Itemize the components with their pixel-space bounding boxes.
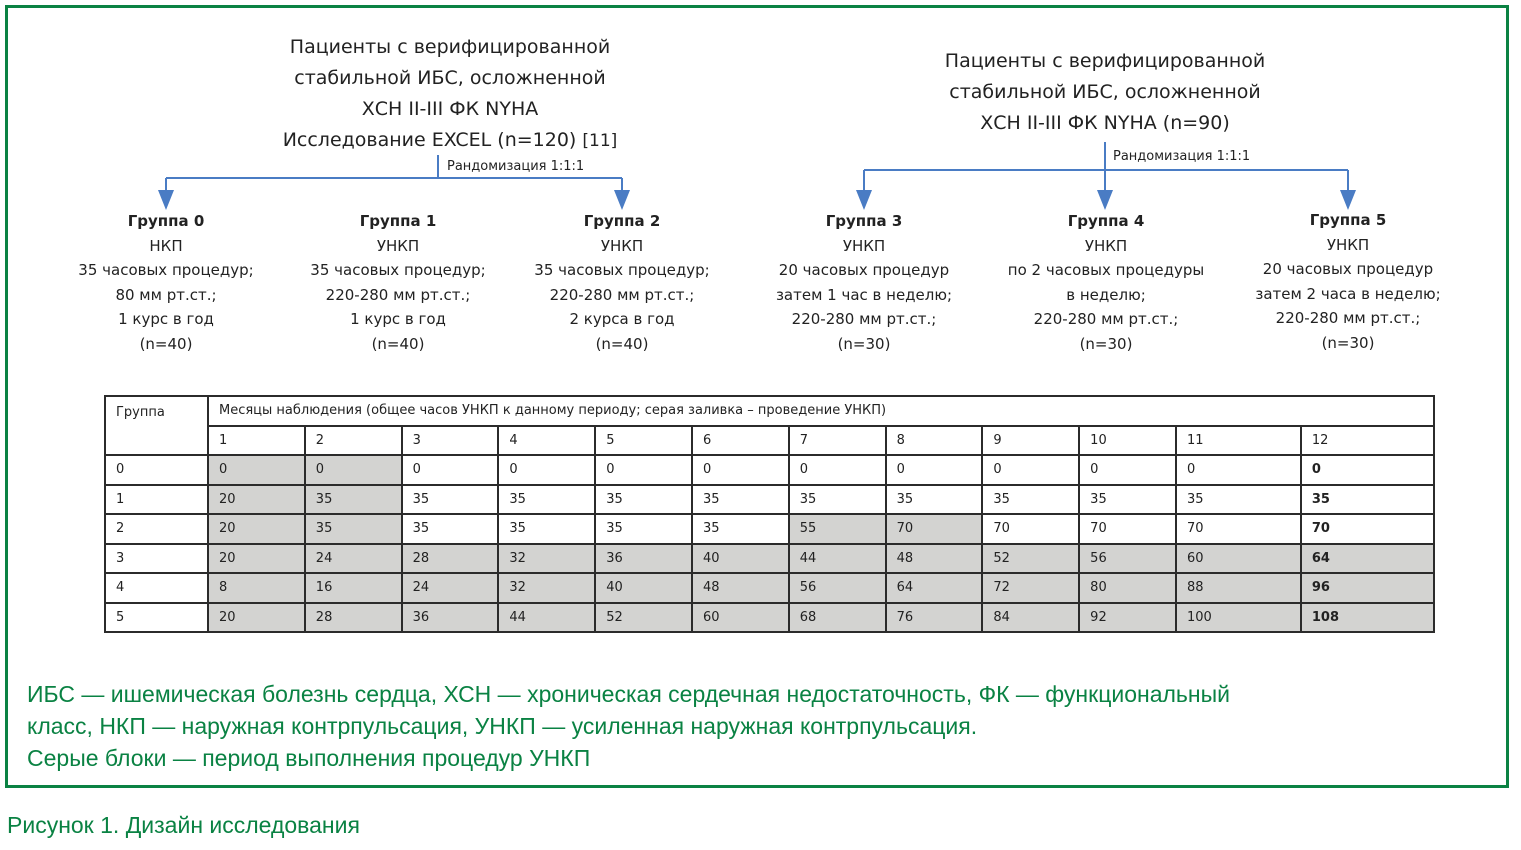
row-group-cell: 1	[105, 485, 208, 515]
table-cell: 36	[402, 603, 499, 633]
legend	[27, 678, 1487, 774]
group-line: 35 часовых процедур;	[310, 261, 486, 279]
group-line: 35 часовых процедур;	[534, 261, 710, 279]
row-group-cell: 0	[105, 455, 208, 485]
table-cell: 35	[402, 485, 499, 515]
legend-line: Серые блоки — период выполнения процедур УНКП	[27, 745, 591, 771]
study-left-line: Пациенты с верифицированной	[289, 36, 611, 58]
table-row	[105, 455, 1434, 485]
group-name: Группа 1	[359, 212, 437, 230]
table-cell: 35	[305, 485, 402, 515]
table-cell: 35	[595, 485, 692, 515]
month-header-cell: 9	[982, 426, 1079, 456]
group-line: 80 мм рт.ст.;	[115, 285, 217, 304]
table-row	[105, 573, 1434, 603]
table-cell: 32	[498, 544, 595, 574]
table-cell: 55	[789, 514, 886, 544]
table-cell: 96	[1301, 573, 1434, 603]
study-right-line: ХСН II-III ФК NYHA (n=90)	[980, 112, 1230, 134]
group-line: УНКП	[376, 236, 420, 255]
table-cell: 35	[886, 485, 983, 515]
month-header-cell: 5	[595, 426, 692, 456]
table-cell: 70	[1301, 514, 1434, 544]
month-header-cell: 7	[789, 426, 886, 456]
table-cell: 44	[789, 544, 886, 574]
table-cell: 70	[1176, 514, 1301, 544]
randomization-label-left: Рандомизация 1:1:1	[447, 159, 585, 174]
month-header-cell: 11	[1176, 426, 1301, 456]
table-cell: 35	[305, 514, 402, 544]
group-line: 2 курса в год	[569, 310, 675, 328]
group-line: 1 курс в год	[118, 310, 214, 328]
table-row	[105, 603, 1434, 633]
table-cell: 56	[789, 573, 886, 603]
study-left-line: стабильной ИБС, осложненной	[294, 67, 606, 89]
table-cell: 70	[982, 514, 1079, 544]
group-line: (n=30)	[1321, 333, 1375, 352]
table-cell: 40	[595, 573, 692, 603]
group-line: 220-280 мм рт.ст.;	[1033, 310, 1179, 328]
table-row	[105, 485, 1434, 515]
table-cell: 36	[595, 544, 692, 574]
table-row	[105, 514, 1434, 544]
table-cell: 0	[886, 455, 983, 485]
table-cell: 35	[498, 514, 595, 544]
reference: [11]	[582, 131, 618, 151]
table-cell: 0	[1176, 455, 1301, 485]
group-4-box	[991, 209, 1221, 356]
row-group-cell: 2	[105, 514, 208, 544]
group-line: 220-280 мм рт.ст.;	[549, 285, 695, 304]
table-cell: 76	[886, 603, 983, 633]
table-cell: 88	[1176, 573, 1301, 603]
table-cell: 64	[1301, 544, 1434, 574]
table-cell: 56	[1079, 544, 1176, 574]
table-cell: 35	[498, 485, 595, 515]
group-2-box	[507, 209, 737, 356]
study-left-line: Исследование EXCEL (n=120)	[282, 129, 577, 151]
table-cell: 20	[208, 485, 305, 515]
group-line: УНКП	[600, 236, 644, 255]
group-line: УНКП	[1326, 235, 1370, 254]
row-group-cell: 3	[105, 544, 208, 574]
table-cell: 16	[305, 573, 402, 603]
table-header-row	[105, 396, 1434, 426]
table-cell: 24	[305, 544, 402, 574]
group-name: Группа 2	[583, 212, 661, 230]
table-cell: 70	[886, 514, 983, 544]
table-cell: 35	[692, 514, 789, 544]
group-line: УНКП	[842, 236, 886, 255]
table-cell: 0	[1079, 455, 1176, 485]
table-cell: 108	[1301, 603, 1434, 633]
table-cell: 35	[982, 485, 1079, 515]
group-line: УНКП	[1084, 236, 1128, 255]
month-header-cell: 3	[402, 426, 499, 456]
legend-line: класс, НКП — наружная контрпульсация, УНКП — усиленная наружная контрпульсация.	[27, 713, 978, 739]
group-line: затем 2 часа в неделю;	[1255, 284, 1441, 303]
group-line: 35 часовых процедур;	[78, 261, 254, 279]
group-line: (n=30)	[837, 334, 891, 353]
header-group: Группа	[105, 396, 208, 455]
group-name: Группа 5	[1309, 211, 1387, 229]
group-name: Группа 3	[825, 212, 903, 230]
table-cell: 0	[982, 455, 1079, 485]
group-name: Группа 4	[1067, 212, 1145, 230]
table-cell: 8	[208, 573, 305, 603]
group-1-box	[283, 209, 513, 356]
group-line: затем 1 час в неделю;	[775, 285, 953, 304]
table-cell: 35	[595, 514, 692, 544]
table-cell: 20	[208, 514, 305, 544]
table-cell: 24	[402, 573, 499, 603]
table-cell: 20	[208, 603, 305, 633]
schedule-table	[104, 395, 1435, 633]
table-cell: 40	[692, 544, 789, 574]
table-cell: 92	[1079, 603, 1176, 633]
table-cell: 35	[1176, 485, 1301, 515]
group-line: 1 курс в год	[350, 310, 446, 328]
group-line: 220-280 мм рт.ст.;	[791, 310, 937, 328]
month-header-cell: 6	[692, 426, 789, 456]
month-header-cell: 8	[886, 426, 983, 456]
group-line: (n=30)	[1079, 334, 1133, 353]
table-cell: 35	[789, 485, 886, 515]
group-3-box	[749, 209, 979, 356]
table-cell: 80	[1079, 573, 1176, 603]
table-row	[105, 544, 1434, 574]
group-line: (n=40)	[371, 334, 425, 353]
table-cell: 0	[789, 455, 886, 485]
group-line: (n=40)	[139, 334, 193, 353]
group-name: Группа 0	[127, 212, 205, 230]
table-cell: 48	[692, 573, 789, 603]
group-0-box	[51, 209, 281, 356]
table-cell: 70	[1079, 514, 1176, 544]
table-cell: 35	[1301, 485, 1434, 515]
study-right-line: стабильной ИБС, осложненной	[949, 81, 1261, 103]
randomization-connectors	[0, 0, 1521, 220]
table-cell: 52	[982, 544, 1079, 574]
table-cell: 60	[692, 603, 789, 633]
study-left-line: ХСН II-III ФК NYHA	[361, 98, 539, 120]
table-cell: 48	[886, 544, 983, 574]
row-group-cell: 4	[105, 573, 208, 603]
group-line: в неделю;	[1066, 285, 1146, 304]
table-cell: 20	[208, 544, 305, 574]
month-header-cell: 4	[498, 426, 595, 456]
table-cell: 35	[402, 514, 499, 544]
randomization-label-right: Рандомизация 1:1:1	[1113, 149, 1251, 164]
table-cell: 68	[789, 603, 886, 633]
month-header-cell: 12	[1301, 426, 1434, 456]
table-cell: 0	[498, 455, 595, 485]
figure-caption: Рисунок 1. Дизайн исследования	[7, 812, 360, 838]
table-cell: 64	[886, 573, 983, 603]
table-cell: 84	[982, 603, 1079, 633]
group-line: 20 часовых процедур	[778, 261, 950, 279]
header-months: Месяцы наблюдения (общее часов УНКП к данному периоду; серая заливка – проведение УНКП)	[208, 396, 1434, 426]
group-5-box	[1233, 208, 1463, 355]
group-line: (n=40)	[595, 334, 649, 353]
table-cell: 72	[982, 573, 1079, 603]
month-header-cell: 2	[305, 426, 402, 456]
months-row	[105, 426, 1434, 456]
row-group-cell: 5	[105, 603, 208, 633]
table-cell: 0	[208, 455, 305, 485]
study-right-line: Пациенты с верифицированной	[944, 50, 1266, 72]
table-cell: 28	[402, 544, 499, 574]
group-line: по 2 часовых процедуры	[1007, 261, 1205, 279]
table-cell: 0	[305, 455, 402, 485]
table-cell: 52	[595, 603, 692, 633]
table-cell: 100	[1176, 603, 1301, 633]
table-cell: 44	[498, 603, 595, 633]
group-line: 20 часовых процедур	[1262, 260, 1434, 278]
group-line: 220-280 мм рт.ст.;	[1275, 309, 1421, 327]
table-cell: 60	[1176, 544, 1301, 574]
table-cell: 0	[595, 455, 692, 485]
table-cell: 32	[498, 573, 595, 603]
table-cell: 0	[402, 455, 499, 485]
table-cell: 0	[1301, 455, 1434, 485]
legend-line: ИБС — ишемическая болезнь сердца, ХСН — хроническая сердечная недостаточность, ФК — функциональный	[27, 681, 1230, 707]
table-cell: 0	[692, 455, 789, 485]
table-cell: 28	[305, 603, 402, 633]
group-line: 220-280 мм рт.ст.;	[325, 285, 471, 304]
group-line: НКП	[149, 236, 183, 255]
table-cell: 35	[692, 485, 789, 515]
table-cell: 35	[1079, 485, 1176, 515]
month-header-cell: 10	[1079, 426, 1176, 456]
month-header-cell: 1	[208, 426, 305, 456]
